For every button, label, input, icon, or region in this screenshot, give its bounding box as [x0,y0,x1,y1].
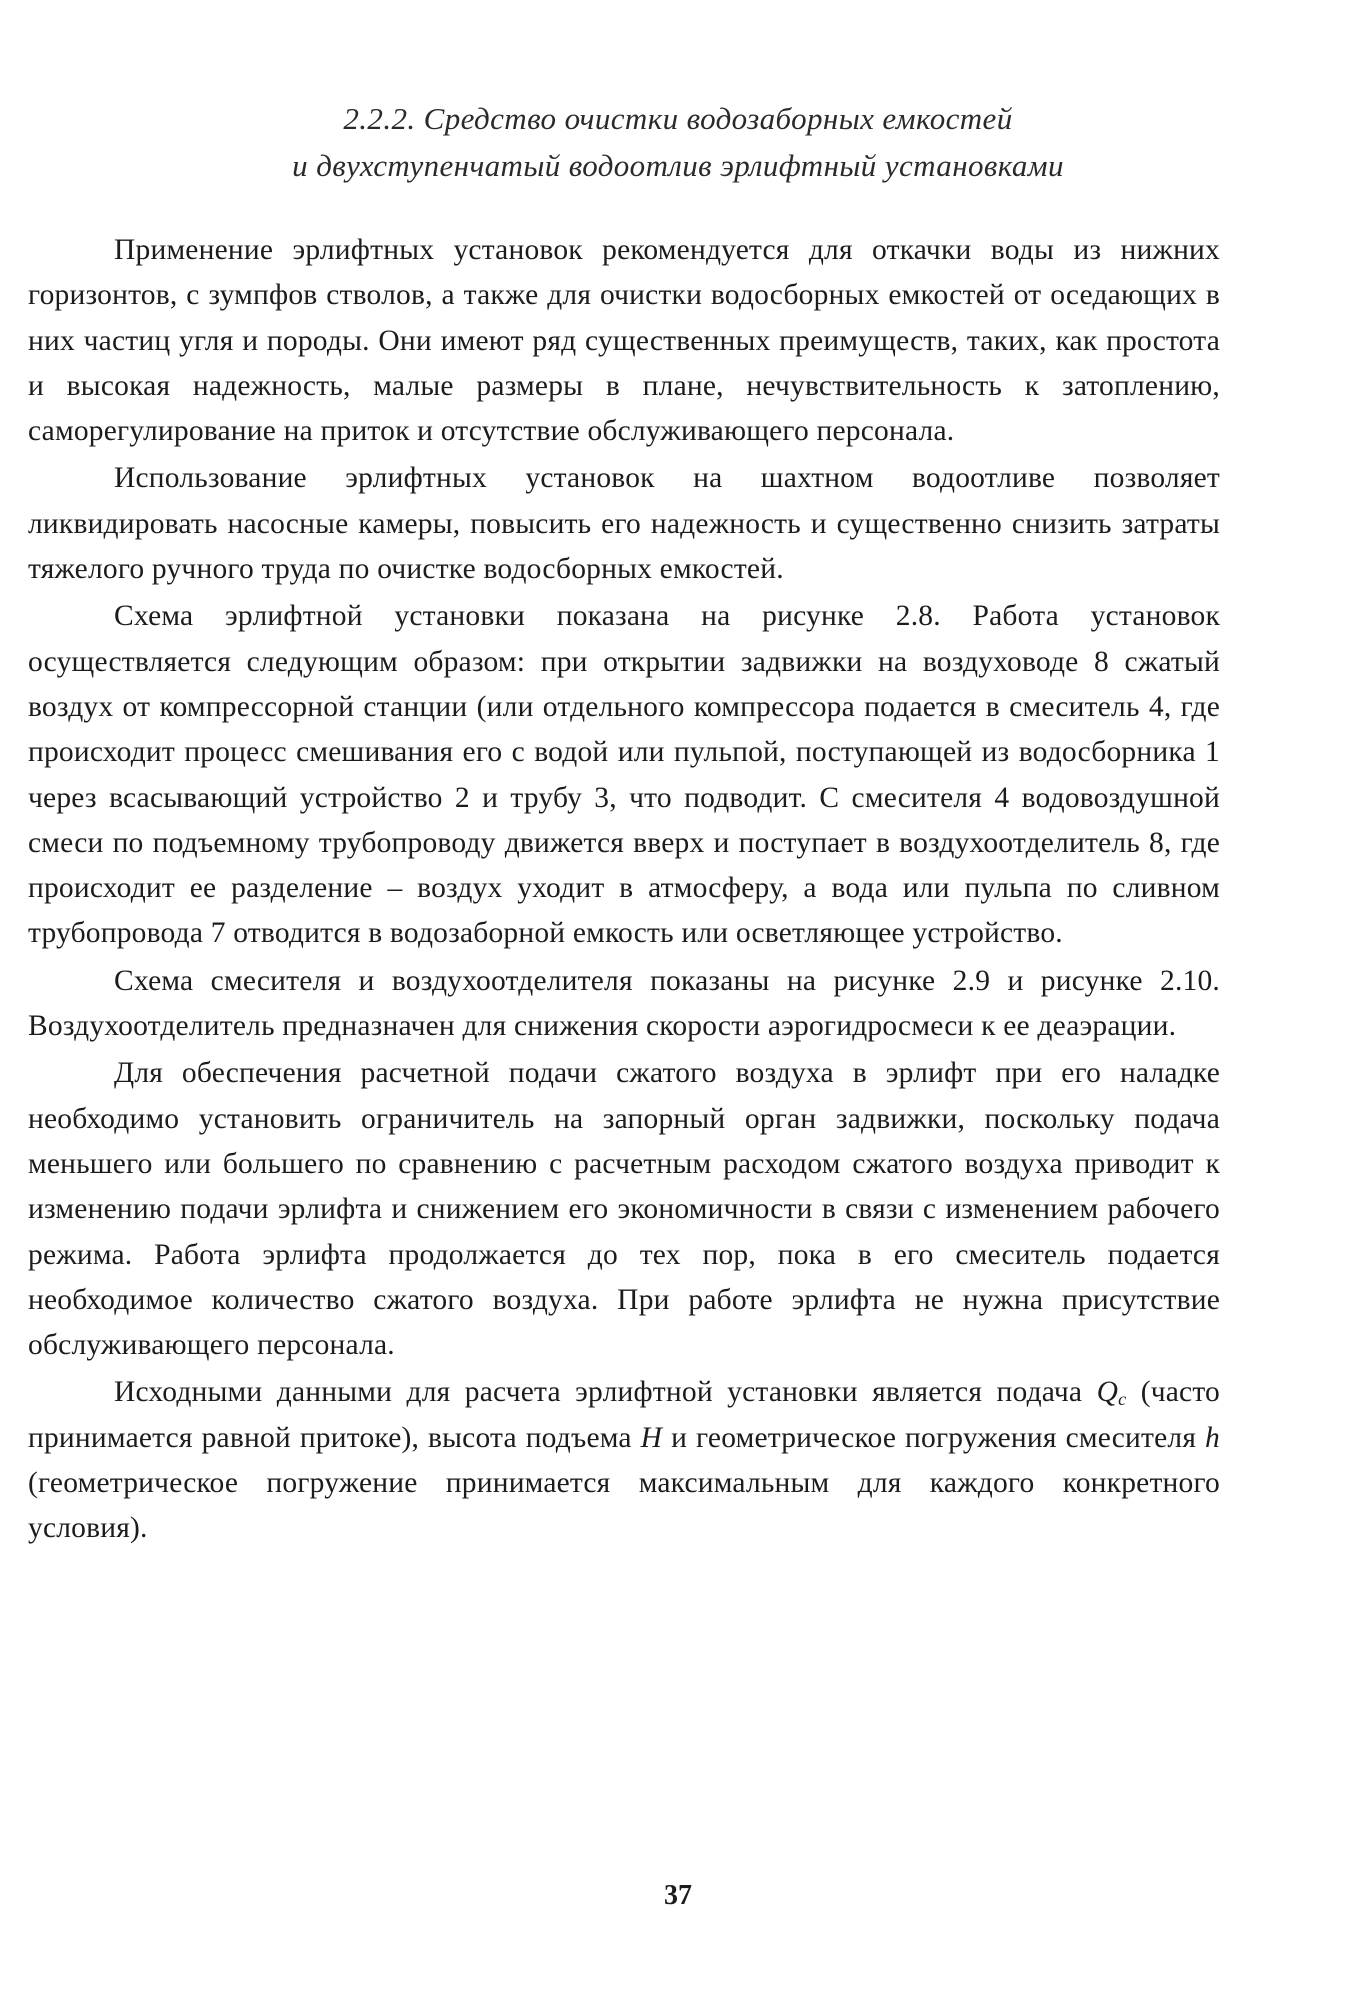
text-segment: и геометрическое погружения смесителя [662,1421,1206,1454]
heading-line-2: и двухступенчатый водоотлив эрлифтный установками [292,148,1064,183]
text-segment: (часто принимается равной притоке), высота подъема [28,1376,1220,1454]
variable-h-upper: H [640,1421,663,1454]
variable-q [1097,1376,1127,1408]
heading-line-1: 2.2.2. Средство очистки водозаборных емкостей [343,101,1013,136]
text-segment: Исходными данными для расчета эрлифтной установки является подача [114,1376,1097,1409]
variable-q-letter: Q [1096,1376,1119,1409]
section-heading [120,95,1236,189]
paragraph: Для обеспечения расчетной подачи сжатого воздуха в эрлифт при его наладке необходимо установить ограничитель на запорный орган задвижки, поскольку подача меньшего или большего по сравнению с расчетным расходом сжатого воздуха приводит к изменению подачи эрлифта и снижением его экономичности в связи с изменением рабочего режима. Работа эрлифта продолжается до тех пор, пока в его смеситель подается необходимое количество сжатого воздуха. При работе эрлифта не нужна присутствие обслуживающего персонала. [28,1057,1220,1362]
paragraph: Схема эрлифтной установки показана на рисунке 2.8. Работа установок осуществляется следующим образом: при открытии задвижки на воздуховоде 8 сжатый воздух от компрессорной станции (или отдельного компрессора подается в смеситель 4, где происходит процесс смешивания его с водой или пульпой, поступающей из водосборника 1 через всасывающий устройство 2 и трубу 3, что подводит. С смесителя 4 водовоздушной смеси по подъемному трубопроводу движется вверх и поступает в воздухоотделитель 8, где происходит ее разделение – воздух уходит в атмосферу, а вода или пульпа по сливном трубопровода 7 отводится в водозаборной емкость или осветляющее устройство. [28,600,1220,950]
paragraph: Применение эрлифтных установок рекомендуется для откачки воды из нижних горизонтов, с зумпфов стволов, а также для очистки водосборных емкостей от оседающих в них частиц угля и породы. Они имеют ряд существенных преимуществ, таких, как простота и высокая надежность, малые размеры в плане, нечувствительность к затоплению, саморегулирование на приток и отсутствие обслуживающего персонала. [28,234,1220,448]
body-text [28,228,1220,1554]
paragraph: Схема смесителя и воздухоотделителя показаны на рисунке 2.9 и рисунке 2.10. Воздухоотделитель предназначен для снижения скорости аэрогидросмеси к ее деаэрации. [28,964,1220,1043]
variable-q-subscript: c [1118,1389,1127,1410]
paragraph-last [28,1370,1220,1551]
variable-h-lower: h [1205,1421,1220,1454]
text-segment: (геометрическое погружение принимается максимальным для каждого конкретного условия). [28,1467,1220,1545]
page-number: 37 [664,1880,692,1911]
paragraph: Использование эрлифтных установок на шахтном водоотливе позволяет ликвидировать насосные камеры, повысить его надежность и существенно снизить затраты тяжелого ручного труда по очистке водосборных емкостей. [28,462,1220,586]
